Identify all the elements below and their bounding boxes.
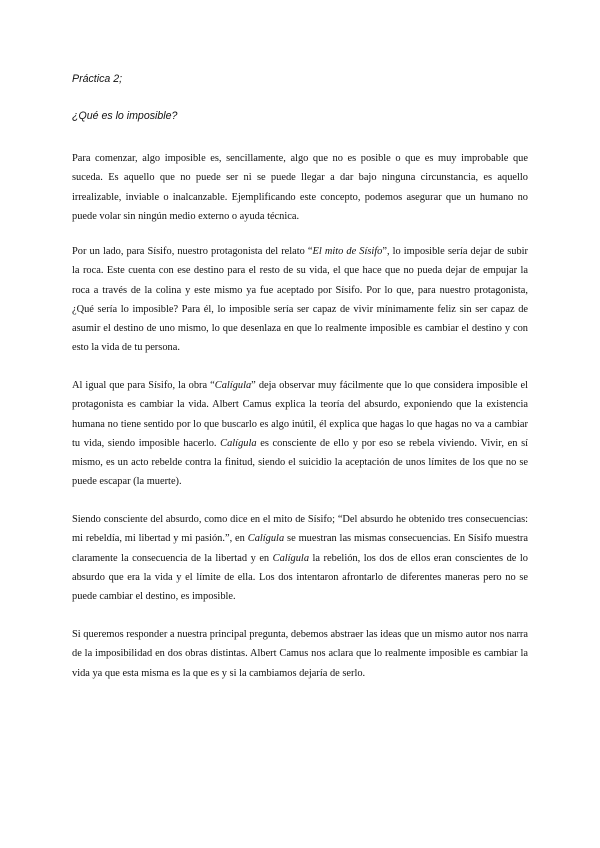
paragraph-intro: Para comenzar, algo imposible es, sencillamente, algo que no es posible o que es muy improbable que suceda. Es aquello que no puede ser ni se puede llegar a dar bajo ninguna circunstancia, es aquello irrealizable, inviable o inalcanzable. Ejemplificando este concepto, podemos asegurar que un humano no puede volar sin ningún medio externo o ayuda técnica. — [72, 153, 528, 222]
paragraph-text: es consciente de ello y por eso se rebela viviendo. Vivir, en sí mismo, es un acto rebelde contra la finitud, siendo el suicidio la aceptación de unos límites de los que no se puede escapar (la muerte). — [72, 437, 528, 488]
paragraph-sisifo — [72, 242, 528, 358]
work-title: Calígula — [272, 552, 310, 564]
paragraph-text: la rebelión, los dos de ellos eran conscientes de lo absurdo que era la vida y el límite de ella. Los dos intentaron afrontarlo de diferentes maneras pero no se puede cambiar el destino, es imposible. — [72, 552, 528, 603]
work-title: Calígula — [214, 380, 252, 391]
paragraph-conclusion: Si queremos responder a nuestra principal pregunta, debemos abstraer las ideas que un mismo autor nos narra de la imposibilidad en dos obras distintas. Albert Camus nos aclara que lo realmente imposible es cambiar la vida ya que esta misma es la que es y si la cambiamos dejaría de serlo. — [72, 629, 528, 679]
document-title: Práctica 2; — [72, 73, 123, 85]
work-title: Calígula — [220, 437, 257, 449]
paragraph-absurdo — [72, 510, 528, 606]
paragraph-text: Siendo consciente del absurdo, como dice en el mito de Sísifo; “Del absurdo he obtenido tres consecuencias: mi rebeldía, mi libertad y mi pasión.”, en — [72, 514, 528, 545]
paragraph-text: ” deja observar muy fácilmente que lo que considera imposible el protagonista es cambiar la vida. Albert Camus explica la teoría del absurdo, exponiendo que la existencia humana no tiene sentido por lo que buscarlo es algo inútil, él explica que hagas lo que hagas no va a cambiar tu vida, siendo imposible hacerlo. — [72, 380, 529, 449]
paragraph-text: Al igual que para Sísifo, la obra “ — [72, 380, 215, 391]
paragraph-text: se muestran las mismas consecuencias. En Sísifo muestra claramente la consecuencia de la libertad y en — [72, 533, 529, 564]
work-title: Calígula — [247, 533, 285, 545]
paragraph-text: Por un lado, para Sísifo, nuestro protagonista del relato “ — [72, 246, 313, 257]
document-question-heading: ¿Qué es lo imposible? — [72, 110, 178, 122]
paragraph-caligula — [72, 376, 528, 492]
paragraph-text: ”, lo imposible sería dejar de subir la roca. Este cuenta con ese destino para el resto de su vida, el que hace que no pueda dejar de empujar la roca a través de la colina y este mismo ya fue aceptado por Sísifo. Por lo que, para nuestro protagonista, ¿Qué sería lo imposible? Para él, lo imposible sería ser capaz de vivir mínimamente feliz sin ser capaz de asumir el destino de uno mismo, lo que desenlaza en que lo realmente imposible es cambiar el destino y con esto la vida de tu persona. — [72, 246, 528, 354]
work-title: El mito de Sísifo — [312, 246, 383, 257]
